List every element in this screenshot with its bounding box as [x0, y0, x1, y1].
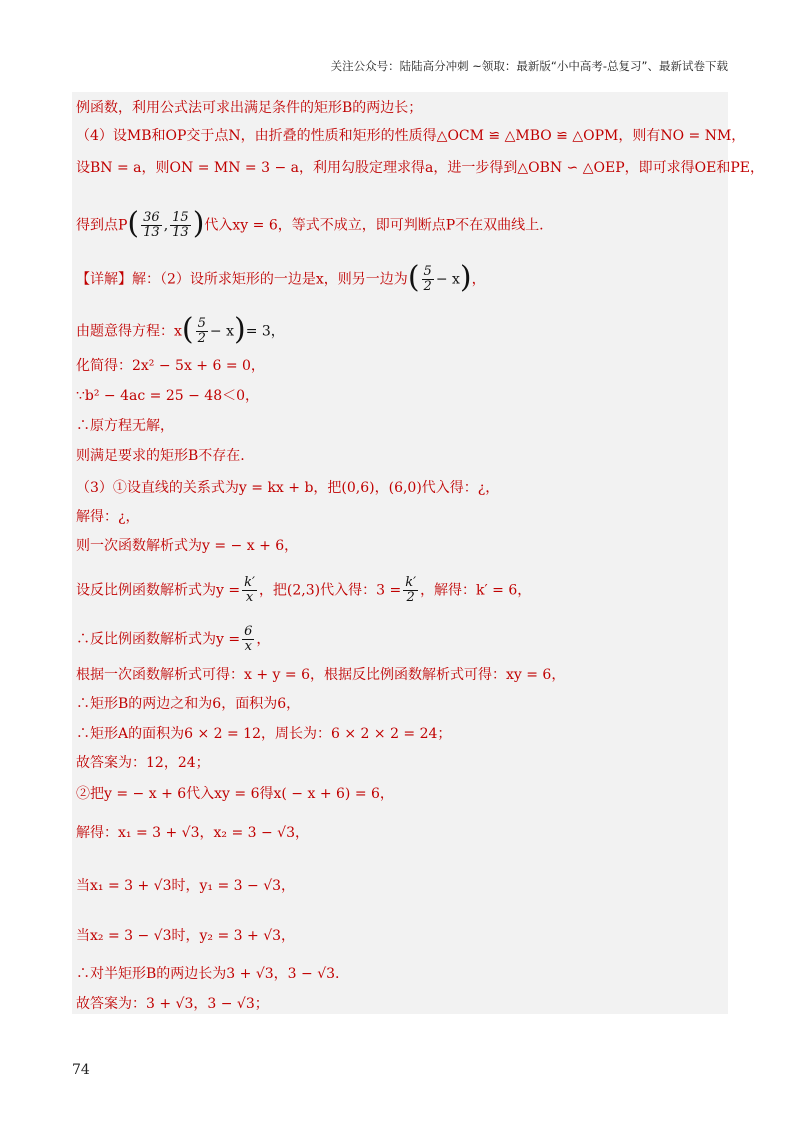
line-6: 由题意得方程：x( $\frac{5}{2}$ − x)= 3， — [76, 311, 285, 347]
open-paren: ( — [127, 205, 140, 241]
line-9: ∴原方程无解， — [76, 418, 174, 434]
fraction-5-2: $\frac{5}{2}$ — [423, 264, 432, 294]
page-header: 关注公众号：陆陆高分冲刺 ~领取：最新版“小中高考-总复习”、最新试卷下载 — [330, 59, 728, 73]
line-15: ∴反比例函数解析式为y = $\frac{6}{x}$ ， — [76, 624, 271, 654]
fraction-15-13: $\frac{15}{13}$ — [172, 210, 189, 240]
line-19: 故答案为：12，24； — [76, 755, 210, 771]
line-24: ∴对半矩形B的两边长为3 + √3，3 − √3. — [76, 966, 340, 982]
line-12: 解得：¿， — [76, 509, 140, 525]
line-3: 设BN = a，则ON = MN = 3 − a，利用勾股定理求得a，进一步得到△OBN ∽ △OEP，即可求得OE和PE， — [76, 160, 764, 176]
line-10: 则满足要求的矩形B不存在. — [76, 448, 245, 464]
line-18: ∴矩形A的面积为6 × 2 = 12，周长为：6 × 2 × 2 = 24； — [76, 726, 452, 742]
line-4: 得到点P( $\frac{36}{13}$ , $\frac{15}{13}$ )代入xy = 6，等式不成立，即可判断点P不在双曲线上. — [76, 205, 544, 241]
line-22: 当x₁ = 3 + √3时，y₁ = 3 − √3， — [76, 878, 296, 894]
line-8: ∵b² − 4ac = 25 − 48＜0， — [76, 388, 260, 404]
line-4-start: 得到点P — [76, 217, 128, 234]
line-17: ∴矩形B的两边之和为6，面积为6， — [76, 696, 301, 712]
page-number: 74 — [72, 1062, 90, 1078]
fraction-36-13: $\frac{36}{13}$ — [143, 210, 160, 240]
line-25: 故答案为：3 + √3，3 − √3； — [76, 996, 269, 1012]
fraction-6-x: $\frac{6}{x}$ — [244, 624, 253, 654]
line-20: ②把y = − x + 6代入xy = 6得x( − x + 6) = 6， — [76, 786, 394, 802]
line-16: 根据一次函数解析式可得：x + y = 6，根据反比例函数解析式可得：xy = 6， — [76, 667, 566, 683]
line-21: 解得：x₁ = 3 + √3，x₂ = 3 − √3， — [76, 825, 310, 841]
line-5-start: 【详解】解：（2）设所求矩形的一边是x，则另一边为 — [76, 271, 408, 288]
fraction-5-2-b: $\frac{5}{2}$ — [197, 316, 206, 346]
line-4-end: 代入xy = 6，等式不成立，即可判断点P不在双曲线上. — [204, 217, 544, 234]
fraction-k-x: $\frac{k'}{x}$ — [244, 575, 255, 605]
line-2: （4）设MB和OP交于点N，由折叠的性质和矩形的性质得△OCM ≌ △MBO ≌ △OPM，则有NO = NM， — [76, 128, 746, 144]
line-7: 化简得：2x² − 5x + 6 = 0， — [76, 358, 265, 374]
line-5: 【详解】解：（2）设所求矩形的一边是x，则另一边为( $\frac{5}{2}$ − x)， — [76, 259, 486, 295]
line-23: 当x₂ = 3 − √3时，y₂ = 3 + √3， — [76, 928, 296, 944]
close-paren: ) — [192, 205, 205, 241]
line-11: （3）①设直线的关系式为y = kx + b，把(0,6)，(6,0)代入得：¿， — [76, 480, 500, 496]
line-6-start: 由题意得方程：x — [76, 323, 182, 340]
line-13: 则一次函数解析式为y = − x + 6， — [76, 538, 299, 554]
line-1: 例函数，利用公式法可求出满足条件的矩形B的两边长； — [76, 100, 423, 116]
fraction-k-2: $\frac{k'}{2}$ — [405, 575, 417, 605]
line-14: 设反比例函数解析式为y = $\frac{k'}{x}$ ，把(2,3)代入得：3 = $\frac{k'}{2}$ ，解得：k′ = 6， — [76, 575, 532, 605]
solution-block — [72, 92, 764, 1014]
